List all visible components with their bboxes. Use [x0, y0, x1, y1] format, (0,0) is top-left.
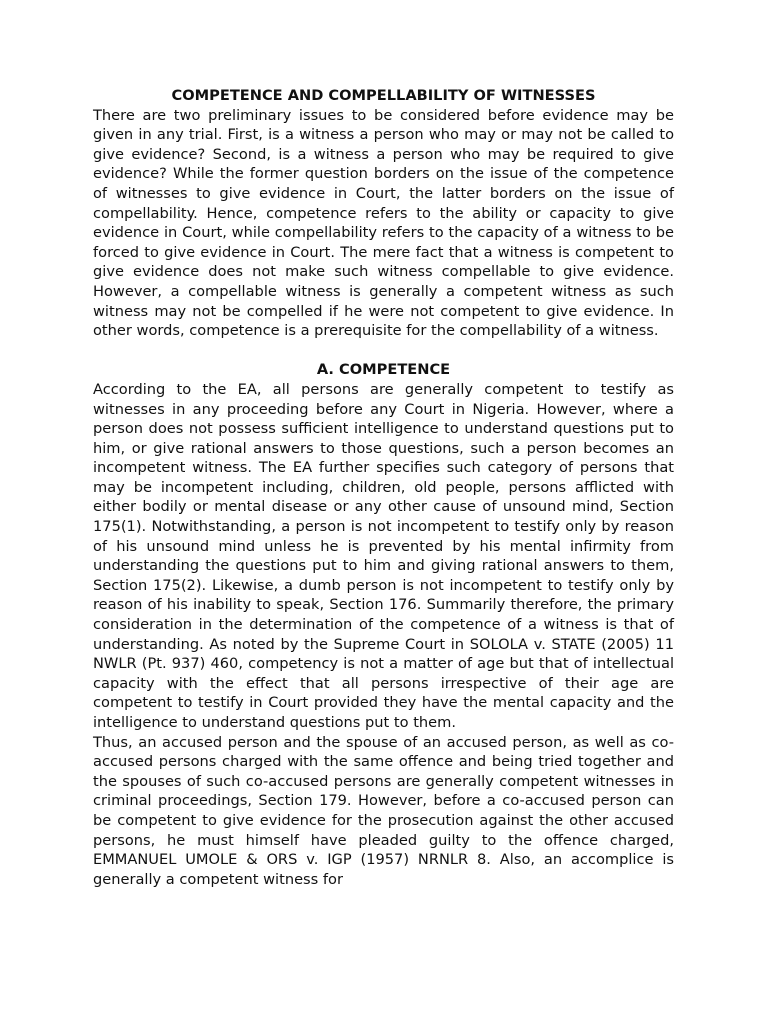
intro-paragraph: There are two preliminary issues to be considered before evidence may be given in any trial. First, is a witness a person who may or may not be called to give evidence? Second, is a witness a person who may be required to give evidence? While the former question borders on the issue of the competence of witnesses to give evidence in Court, the latter borders on the issue of compellability. Hence, competence refers to the ability or capacity to give evidence in Court, while compellability refers to the capacity of a witness to be forced to give evidence in Court. The mere fact that a witness is competent to give evidence does not make such witness compellable to give evidence. However, a compellable witness is generally a competent witness as such witness may not be compelled if he were not competent to give evidence. In other words, competence is a prerequisite for the compellability of a witness. [93, 106, 674, 340]
section-heading-competence: A. COMPETENCE [316, 361, 451, 379]
document-page [93, 86, 674, 889]
competence-paragraph-1: According to the EA, all persons are generally competent to testify as witnesses in any proceeding before any Court in Nigeria. However, where a person does not possess sufficient intelligence to understand questions put to him, or give rational answers to those questions, such a person becomes an incompetent witness. The EA further specifies such category of persons that may be incompetent including, children, old people, persons afflicted with either bodily or mental disease or any other cause of unsound mind, Section 175(1). Notwithstanding, a person is not incompetent to testify only by reason of his unsound mind unless he is prevented by his mental infirmity from understanding the questions put to him and giving rational answers to them, Section 175(2). Likewise, a dumb person is not incompetent to testify only by reason of his inability to speak, Section 176. Summarily therefore, the primary consideration in the determination of the competence of a witness is that of understanding. As noted by the Supreme Court in SOLOLA v. STATE (2005) 11 NWLR (Pt. 937) 460, competency is not a matter of age but that of intellectual capacity with the effect that all persons irrespective of their age are competent to testify in Court provided they have the mental capacity and the intelligence to understand questions put to them. [93, 380, 674, 731]
document-title: COMPETENCE AND COMPELLABILITY OF WITNESSES [171, 87, 596, 104]
paragraph-spacer [93, 341, 674, 361]
competence-paragraph-2: Thus, an accused person and the spouse of an accused person, as well as co-accused persons charged with the same offence and being tried together and the spouses of such co-accused persons are generally competent witnesses in criminal proceedings, Section 179. However, before a co-accused person can be competent to give evidence for the prosecution against the other accused persons, he must himself have pleaded guilty to the offence charged, EMMANUEL UMOLE & ORS v. IGP (1957) NRNLR 8. Also, an accomplice is generally a competent witness for [93, 733, 674, 888]
